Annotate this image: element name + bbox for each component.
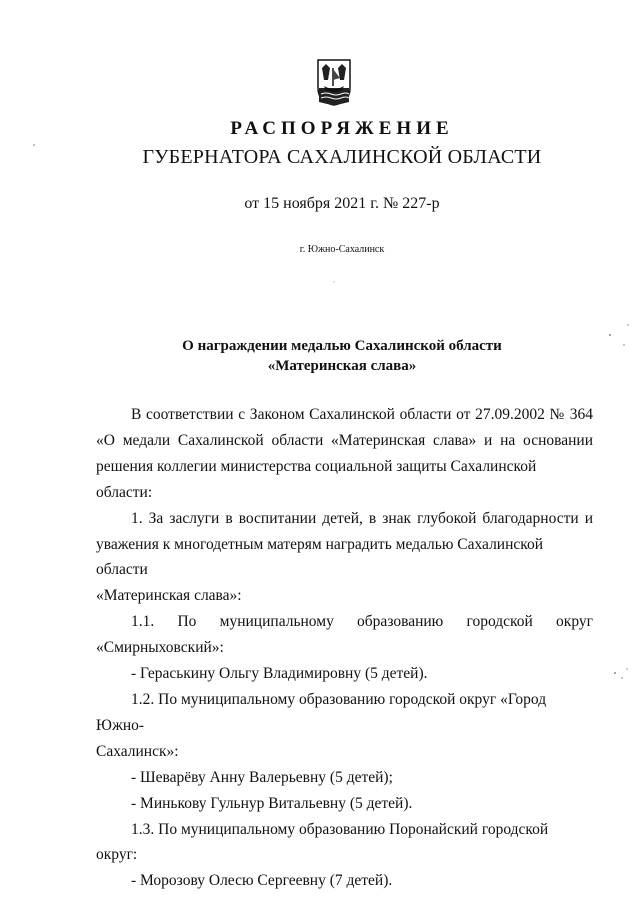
item-1-1-line-1: 1.1. По муниципальному образованию городской округ (131, 613, 593, 631)
preamble-line-3: решения коллегии министерства социальной защиты Сахалинской области: (96, 457, 537, 501)
item-1-line-2: уважения к многодетным матерям наградить медалью Сахалинской области (96, 535, 544, 579)
awardee-item: - Гераськину Ольгу Владимировну (5 детей). (131, 665, 428, 683)
item-1-3-line-1: 1.3. По муниципальному образованию Поронайский городской округ: (96, 820, 549, 864)
item-1-line-1: 1. За заслуги в воспитании детей, в знак глубокой благодарности и (131, 509, 593, 527)
awardee-item: - Шеварёву Анну Валерьевну (5 детей); (131, 768, 393, 786)
document-subject (0, 336, 634, 376)
item-1-2-line-1: 1.2. По муниципальному образованию городской округ «Город Южно- (96, 690, 547, 734)
document-body (96, 402, 593, 894)
awardee-item: - Минькову Гульнур Витальевну (5 детей). (131, 794, 413, 812)
sakhalin-coat-of-arms-icon (316, 58, 352, 106)
subject-line-2: «Материнская слава» (267, 358, 417, 374)
subject-line-1: О награждении медалью Сахалинской области (182, 338, 502, 354)
issuer-title: ГУБЕРНАТОРА САХАЛИНСКОЙ ОБЛАСТИ (142, 146, 542, 168)
item-1-line-3: «Материнская слава»: (96, 587, 242, 605)
document-type-title: РАСПОРЯЖЕНИЕ (230, 118, 454, 139)
preamble-line-2: «О медали Сахалинской области «Материнская слава» и на основании (96, 431, 593, 449)
item-1-1-line-2: «Смирныховский»: (96, 639, 224, 657)
document-city: г. Южно-Сахалинск (299, 244, 385, 255)
awardee-item: - Морозову Олесю Сергеевну (7 детей). (131, 872, 393, 890)
preamble-line-1: В соответствии с Законом Сахалинской области от 27.09.2002 № 364 (131, 406, 593, 423)
document-date-number: от 15 ноября 2021 г. № 227-р (244, 195, 440, 212)
item-1-2-line-2: Сахалинск»: (96, 742, 179, 760)
